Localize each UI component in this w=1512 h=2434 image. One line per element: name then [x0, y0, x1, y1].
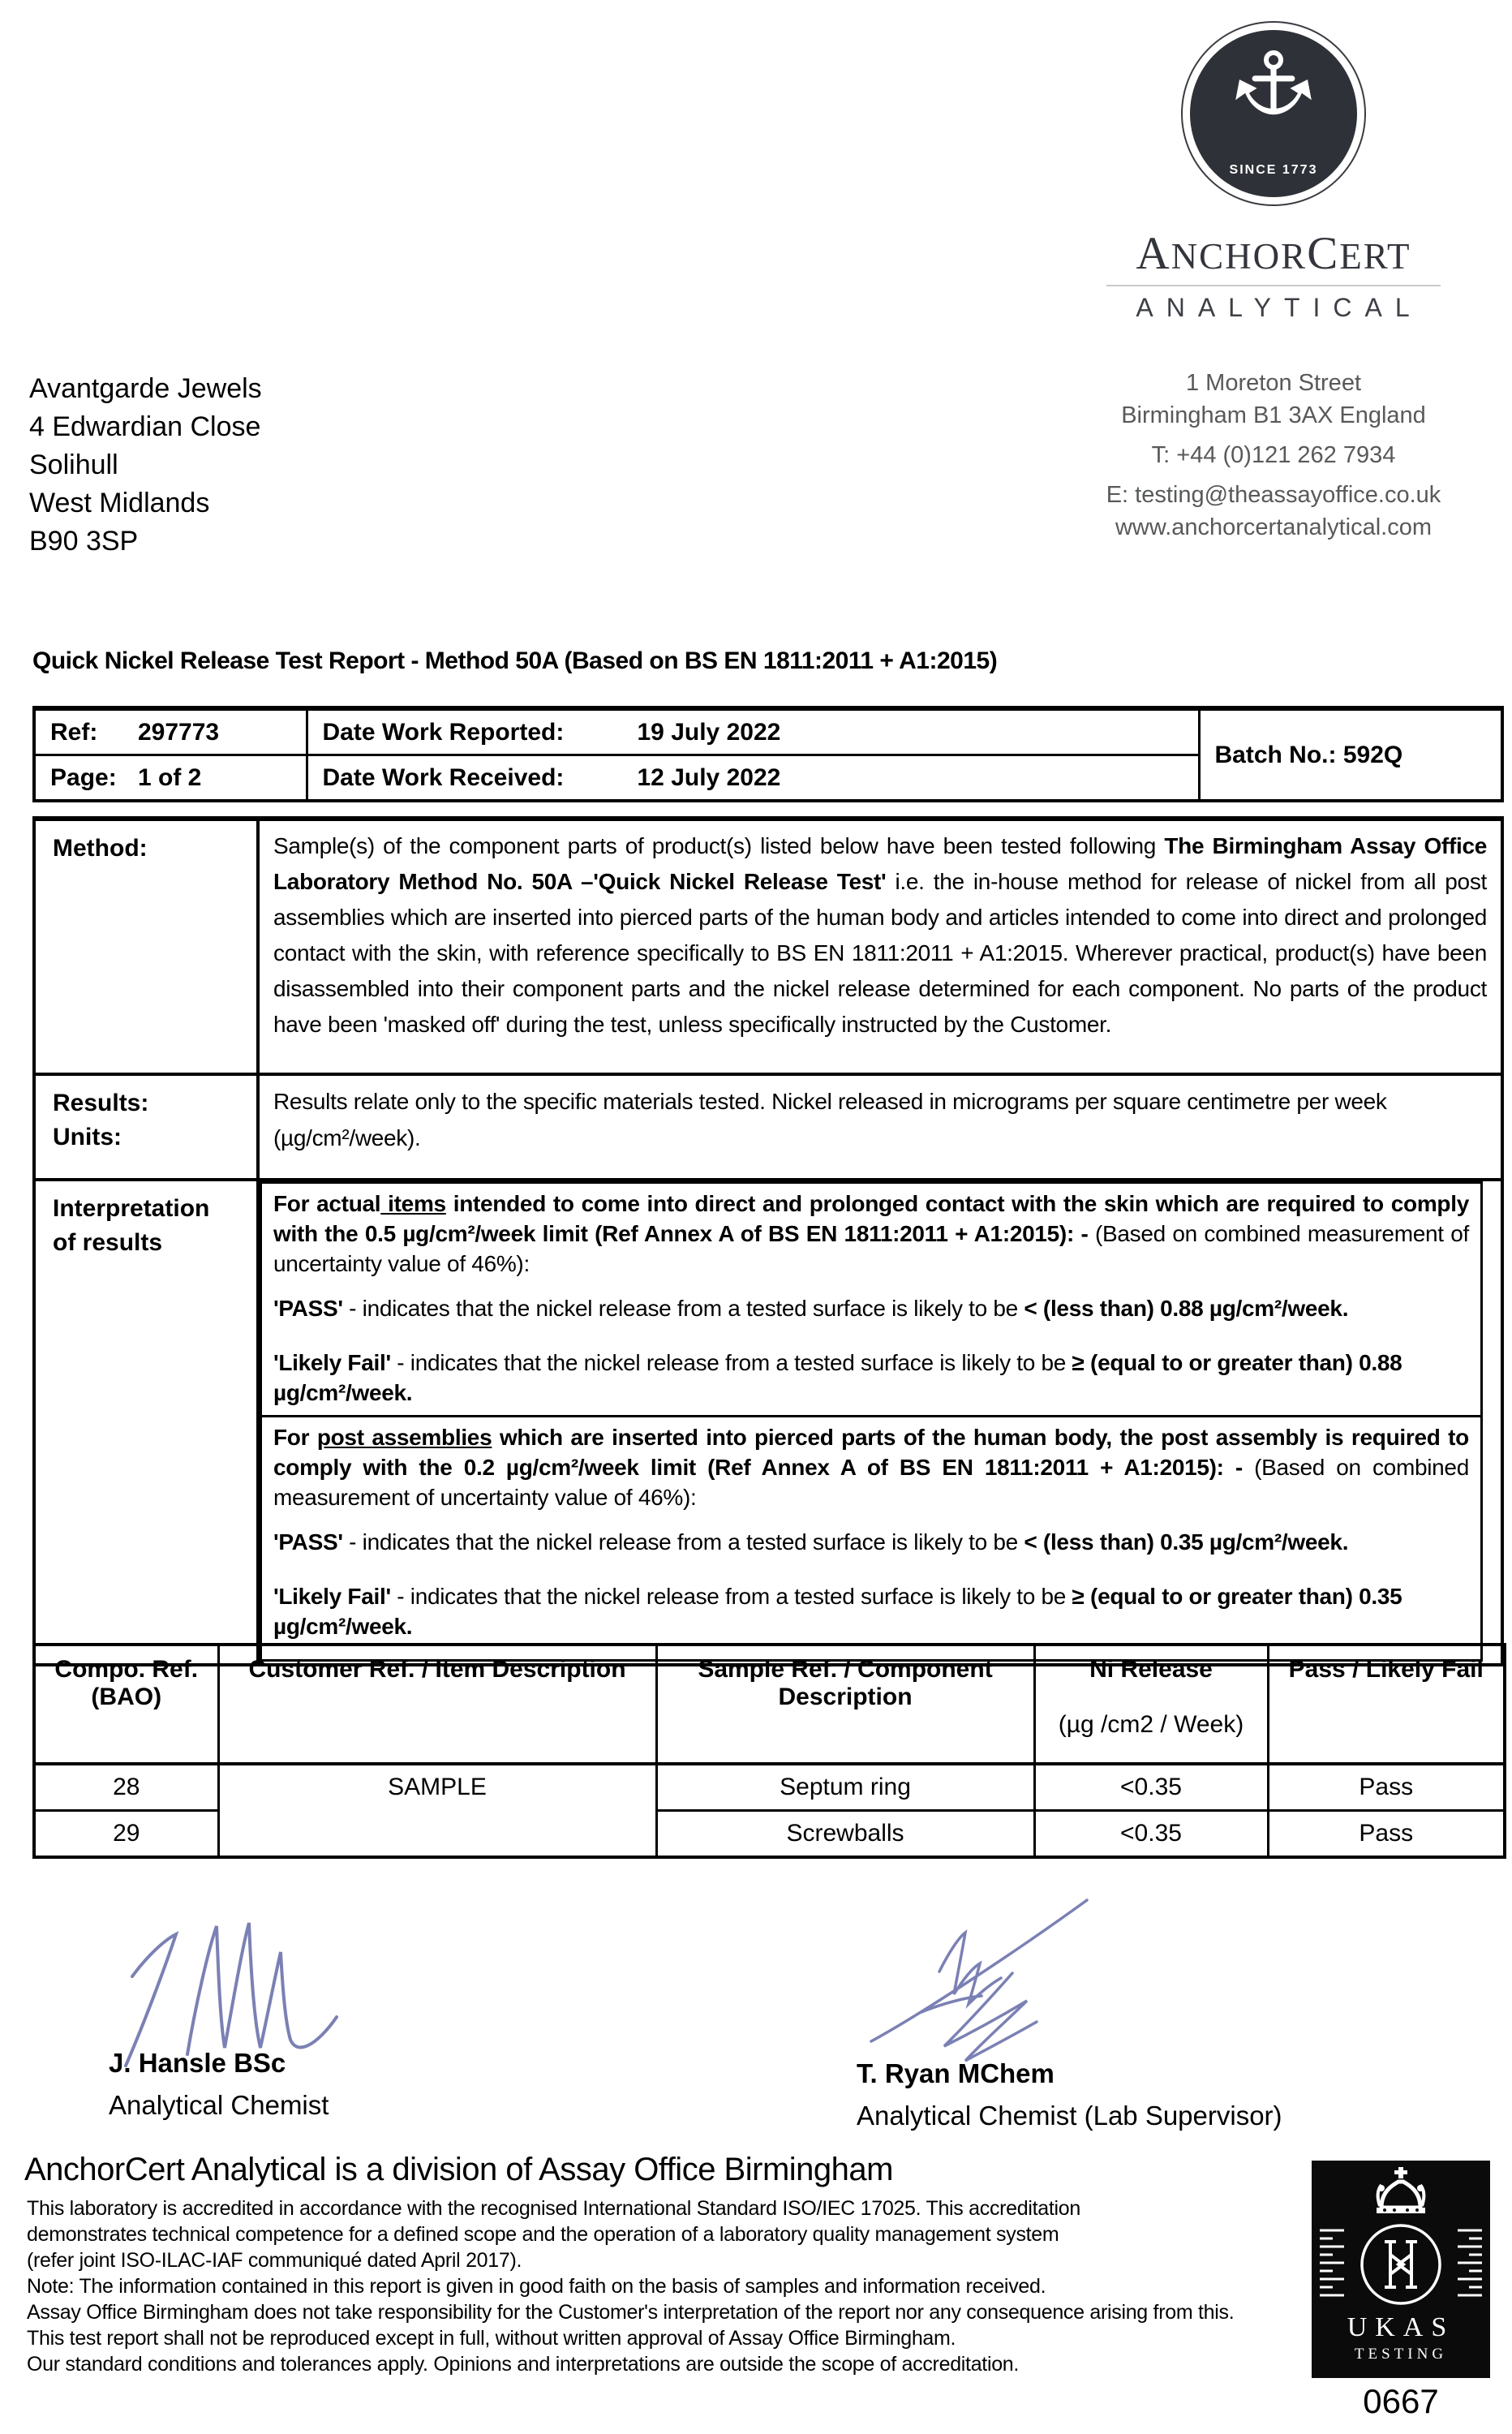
ni-release-value: <0.35 [1034, 1764, 1268, 1811]
batch-cell: Batch No.: 592Q [1199, 708, 1502, 801]
lab-website: www.anchorcertanalytical.com [1115, 514, 1433, 540]
sample-description: Septum ring [656, 1764, 1034, 1811]
lab-address-line: Birmingham B1 3AX England [1121, 402, 1426, 428]
signatory-name: J. Hansle BSc [109, 2048, 286, 2078]
logo-outer-ring [1181, 21, 1366, 206]
lab-phone: T: +44 (0)121 262 7934 [1151, 442, 1396, 468]
brand-part: ERT [1339, 236, 1411, 277]
footer-line: (refer joint ISO-ILAC-IAF communiqué dated April 2017). [27, 2249, 522, 2272]
header-pass-fail: Pass / Likely Fail [1268, 1645, 1505, 1764]
ref-cell [34, 708, 307, 755]
brand-subtitle: ANALYTICAL [1136, 293, 1423, 322]
customer-address-line: West Midlands [29, 488, 210, 518]
post-fail-definition: 'Likely Fail' - indicates that the nickel release from a tested surface is likely to be ≥ (equal to or greater than) 0.35 µg/cm²/week. [273, 1584, 1402, 1639]
header-line: Compo. Ref. [54, 1656, 199, 1683]
date-received-cell [307, 755, 1199, 802]
compo-ref-value: 28 [34, 1764, 218, 1811]
ukas-accreditation-number: 0667 [1363, 2382, 1439, 2420]
header-customer-ref: Customer Ref. / Item Description [218, 1645, 656, 1764]
date-reported-label: Date Work Reported: [322, 718, 565, 746]
logo-circle [1190, 30, 1357, 197]
post-assembly-block [261, 1417, 1482, 1661]
customer-name: Avantgarde Jewels [29, 373, 262, 404]
logo-since-text: SINCE 1773 [1229, 163, 1318, 177]
results-label [37, 1077, 256, 1155]
date-reported-cell [307, 708, 1199, 755]
footer-disclaimer [27, 2195, 1234, 2377]
header-line: Ni Release [1089, 1656, 1213, 1683]
skin-limit-intro: For actual items intended to come into direct and prolonged contact with the skin which are required to comply with the 0.5 µg/cm²/week limit (Ref Annex A of BS EN 1811:2011 + A1:2015): - (Based on combined measurement of uncertainty value of 46%): [273, 1191, 1469, 1276]
footer-line: This test report shall not be reproduced except in full, without written approval of Assay Office Birmingham. [27, 2327, 956, 2350]
lab-address-line: 1 Moreton Street [1186, 370, 1361, 396]
brand-part: NCHOR [1171, 236, 1308, 277]
header-units-line: (µg /cm2 / Week) [1058, 1711, 1244, 1738]
signatory-title: Analytical Chemist (Lab Supervisor) [857, 2101, 1282, 2131]
method-row [34, 819, 1502, 1074]
date-received-label: Date Work Received: [322, 763, 565, 791]
header-compo-ref [34, 1645, 218, 1764]
method-info-table [32, 816, 1504, 1666]
reference-table [32, 706, 1504, 802]
post-limit-intro: For post assemblies which are inserted into pierced parts of the human body, the post assembly is required to comply with the 0.2 µg/cm²/week limit (Ref Annex A of BS EN 1811:2011 + A1:2015): - (Based on combined measurement of uncertainty value of 46%): [273, 1425, 1469, 1510]
brand-divider [1106, 285, 1441, 286]
brand-wordmark [1038, 227, 1509, 280]
customer-address-line: 4 Edwardian Close [29, 411, 261, 442]
method-label: Method: [53, 835, 148, 862]
header-line: Description [778, 1684, 913, 1710]
skin-pass-definition: 'PASS' - indicates that the nickel release from a tested surface is likely to be < (less than) 0.88 µg/cm²/week. [273, 1296, 1349, 1321]
ref-label: Ref: [50, 718, 98, 746]
customer-ref-value: SAMPLE [218, 1764, 656, 1857]
results-text-cell [258, 1074, 1502, 1180]
customer-address [29, 370, 262, 561]
footer-line: This laboratory is accredited in accordance with the recognised International Standard ISO/IEC 17025. This accreditation [27, 2197, 1080, 2220]
results-table [32, 1643, 1506, 1859]
date-reported-value: 19 July 2022 [637, 718, 781, 746]
post-pass-definition: 'PASS' - indicates that the nickel release from a tested surface is likely to be < (less than) 0.35 µg/cm²/week. [273, 1529, 1349, 1555]
results-header-row [34, 1645, 1505, 1764]
pass-fail-value: Pass [1268, 1811, 1505, 1858]
ukas-name-text: UKAS [1347, 2312, 1455, 2342]
results-text: Results relate only to the specific materials tested. Nickel released in micrograms per square centimetre per week (µg/cm²/week). [273, 1089, 1387, 1150]
page-cell [34, 755, 307, 802]
interpretation-label-line: of results [53, 1229, 163, 1256]
method-text-cell [258, 819, 1502, 1074]
ruler-ticks-right [1458, 2230, 1482, 2295]
results-units-row [34, 1074, 1502, 1180]
skin-fail-definition: 'Likely Fail' - indicates that the nickel release from a tested surface is likely to be ≥ (equal to or greater than) 0.88 µg/cm²/week. [273, 1350, 1402, 1405]
anchor-icon [1225, 41, 1322, 147]
interpretation-label [37, 1182, 256, 1260]
customer-postcode: B90 3SP [29, 526, 139, 557]
method-label-cell [34, 819, 258, 1074]
signatory-name: T. Ryan MChem [857, 2058, 1055, 2088]
header-ni-release [1034, 1645, 1268, 1764]
ukas-accreditation-mark [1312, 2161, 1490, 2378]
footer-line: Assay Office Birmingham does not take responsibility for the Customer's interpretation of the report nor any consequence arising from this. [27, 2301, 1235, 2324]
table-row [34, 1764, 1505, 1811]
ukas-testing-icon [1312, 2161, 1490, 2378]
ukas-category-text: TESTING [1354, 2346, 1448, 2363]
interpretation-label-line: Interpretation [53, 1195, 210, 1222]
ukas-circle-mark [1362, 2225, 1440, 2303]
header-sample-ref [656, 1645, 1034, 1764]
ni-release-value: <0.35 [1034, 1811, 1268, 1858]
brand-part: A [1136, 228, 1171, 279]
customer-address-line: Solihull [29, 449, 118, 480]
results-label-line: Results: [53, 1090, 149, 1116]
lab-contact-block [1038, 367, 1509, 544]
ruler-ticks-left [1320, 2230, 1344, 2295]
footer-line: Note: The information contained in this report is given in good faith on the basis of samples and information received. [27, 2275, 1046, 2298]
table-row [34, 708, 1502, 755]
header-line: Sample Ref. / Component [698, 1656, 993, 1683]
results-label-cell [34, 1074, 258, 1180]
lab-email: E: testing@theassayoffice.co.uk [1106, 482, 1441, 508]
interpretation-label-cell [34, 1180, 258, 1665]
signatory-title: Analytical Chemist [109, 2090, 329, 2120]
interpretation-content-cell [258, 1180, 1502, 1665]
crown-icon [1377, 2167, 1425, 2213]
report-title: Quick Nickel Release Test Report - Method 50A (Based on BS EN 1811:2011 + A1:2015) [32, 647, 998, 674]
pass-fail-value: Pass [1268, 1764, 1505, 1811]
method-text: Sample(s) of the component parts of product(s) listed below have been tested following The Birmingham Assay Office Laboratory Method No. 50A –'Quick Nickel Release Test' i.e. the in-house method for release of nickel from all post assemblies which are inserted into pierced parts of the human body and articles intended to come into direct and prolonged contact with the skin, with reference specifically to BS EN 1811:2011 + A1:2015. Wherever practical, product(s) have been disassembled into their component parts and the nickel release determined for each component. No parts of the product have been 'masked off' during the test, unless specifically instructed by the Customer. [273, 833, 1487, 1037]
page-value: 1 of 2 [138, 763, 202, 791]
sample-description: Screwballs [656, 1811, 1034, 1858]
footer-line: demonstrates technical competence for a defined scope and the operation of a laboratory quality management system [27, 2223, 1059, 2246]
units-label-line: Units: [53, 1124, 122, 1150]
header-line: (BAO) [91, 1684, 162, 1710]
date-received-value: 12 July 2022 [637, 763, 781, 791]
interpretation-row [34, 1180, 1502, 1665]
signature-ryan [844, 1882, 1111, 2085]
compo-ref-value: 29 [34, 1811, 218, 1858]
interpretation-nested-table [260, 1181, 1483, 1662]
skin-contact-block [261, 1183, 1482, 1417]
anchorcert-logo [1038, 21, 1509, 323]
footer-heading: AnchorCert Analytical is a division of Assay Office Birmingham [24, 2152, 893, 2187]
ref-value: 297773 [138, 718, 220, 746]
footer-line: Our standard conditions and tolerances apply. Opinions and interpretations are outside the scope of accreditation. [27, 2353, 1020, 2376]
brand-part: C [1307, 228, 1340, 279]
page-label: Page: [50, 763, 117, 791]
